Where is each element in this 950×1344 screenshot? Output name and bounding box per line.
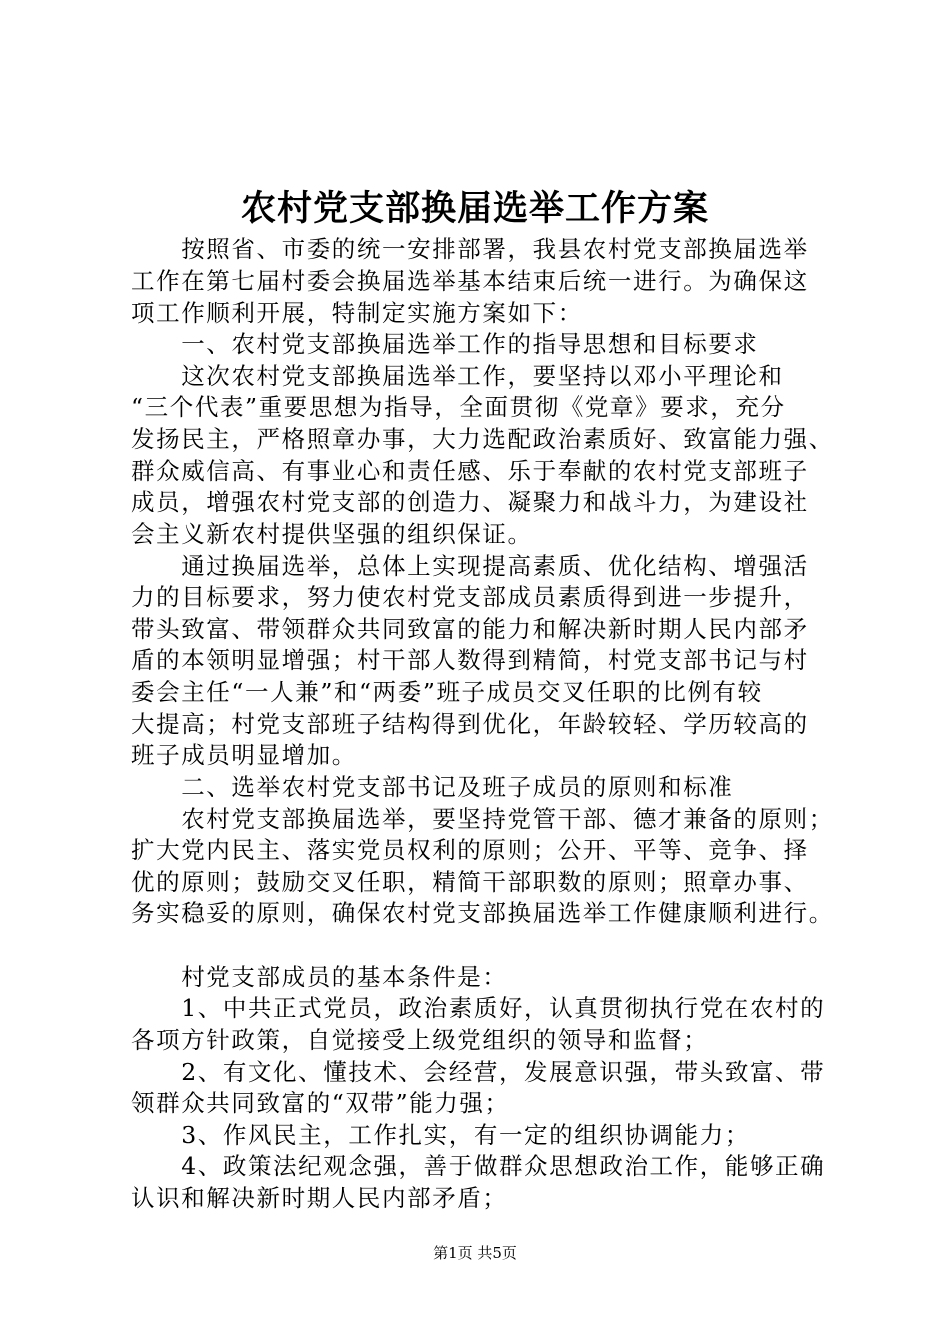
- body-line: 通过换届选举，总体上实现提高素质、优化结构、增强活: [131, 552, 809, 580]
- body-line: 带头致富、带领群众共同致富的能力和解决新时期人民内部矛: [131, 615, 809, 643]
- page-footer: 第1页 共5页: [433, 1244, 517, 1262]
- body-line: 委会主任“一人兼”和“两委”班子成员交叉任职的比例有较: [131, 678, 763, 706]
- body-line: 大提高；村党支部班子结构得到优化，年龄较轻、学历较高的: [131, 710, 809, 738]
- body-line: 成员，增强农村党支部的创造力、凝聚力和战斗力，为建设社: [131, 488, 809, 516]
- body-line: 农村党支部换届选举，要坚持党管干部、德才兼备的原则；: [131, 805, 834, 833]
- body-line: 这次农村党支部换届选举工作，要坚持以邓小平理论和: [131, 362, 784, 390]
- body-line: 盾的本领明显增强；村干部人数得到精简，村党支部书记与村: [131, 646, 809, 674]
- body-line: 认识和解决新时期人民内部矛盾；: [131, 1184, 508, 1212]
- body-line: 优的原则；鼓励交叉任职，精简干部职数的原则；照章办事、: [131, 868, 809, 896]
- section-heading: 二、选举农村党支部书记及班子成员的原则和标准: [131, 773, 734, 801]
- body-line: 工作在第七届村委会换届选举基本结束后统一进行。为确保这: [131, 267, 809, 295]
- body-line: 4、政策法纪观念强，善于做群众思想政治工作，能够正确: [131, 1152, 826, 1180]
- document-title: 农村党支部换届选举工作方案: [240, 188, 709, 229]
- body-line: 务实稳妥的原则，确保农村党支部换届选举工作健康顺利进行。: [131, 899, 834, 927]
- body-line: 1、中共正式党员，政治素质好，认真贯彻执行党在农村的: [131, 994, 826, 1022]
- body-line: 会主义新农村提供坚强的组织保证。: [131, 520, 533, 548]
- body-line: 发扬民主，严格照章办事，大力选配政治素质好、致富能力强、: [131, 425, 834, 453]
- body-line: 领群众共同致富的“双带”能力强；: [131, 1089, 510, 1117]
- body-line: 村党支部成员的基本条件是：: [131, 963, 508, 991]
- body-line: 力的目标要求，努力使农村党支部成员素质得到进一步提升，: [131, 583, 809, 611]
- body-line: 班子成员明显增加。: [131, 741, 357, 769]
- body-line: 扩大党内民主、落实党员权利的原则；公开、平等、竞争、择: [131, 836, 809, 864]
- body-line: 各项方针政策，自觉接受上级党组织的领导和监督；: [131, 1026, 709, 1054]
- body-line: 3、作风民主，工作扎实，有一定的组织协调能力；: [131, 1121, 750, 1149]
- body-line: “三个代表”重要思想为指导，全面贯彻《党章》要求，充分: [131, 393, 786, 421]
- body-line: 群众威信高、有事业心和责任感、乐于奉献的农村党支部班子: [131, 457, 809, 485]
- body-line: 项工作顺利开展，特制定实施方案如下：: [131, 299, 583, 327]
- section-heading: 一、农村党支部换届选举工作的指导思想和目标要求: [131, 330, 759, 358]
- body-line: 按照省、市委的统一安排部署，我县农村党支部换届选举: [131, 235, 809, 263]
- body-line: 2、有文化、懂技术、会经营，发展意识强，带头致富、带: [131, 1058, 826, 1086]
